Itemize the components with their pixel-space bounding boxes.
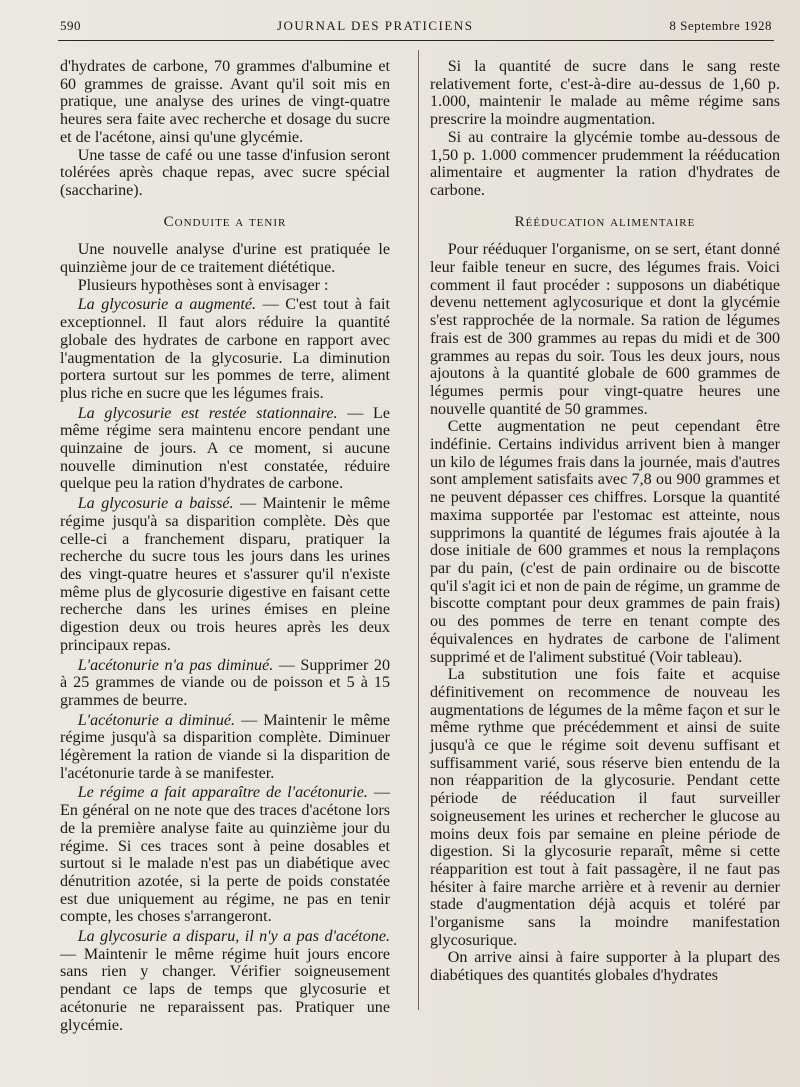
hypothesis-text: — Maintenir le même régime jusqu'à sa disparition complète. Dès que celle-ci a franchement disparu, pratiquer la recherche du sucre tous les jours dans les urines des vingt-quatre heures et s'assurer qu'il n'existe même plus de glycosurie digestive en faisant cette recherche dans les urines émises en pleine digestion deux ou trois heures après les deux principaux repas.	[60, 495, 390, 654]
hypothesis-title: L'acétonurie n'a pas diminué.	[77, 656, 274, 674]
hypothesis-title: La glycosurie a augmenté.	[77, 296, 257, 314]
hypothesis-paragraph	[60, 657, 390, 710]
issue-date: 8 Septembre 1928	[669, 18, 772, 33]
hypothesis-paragraph	[60, 928, 390, 1034]
journal-title: JOURNAL DES PRATICIENS	[276, 18, 474, 33]
paragraph: Pour rééduquer l'organisme, on se sert, étant donné leur faible teneur en sucre, des légumes frais. Voici comment il faut procéder : supposons un diabétique devenu nettement aglycosurique et dont la glycémie s'est rapprochée de la normale. Sa ration de légumes frais est de 300 grammes au repas du midi et de 300 grammes au repas du soir. Tous les deux jours, nous ajoutons à la quantité globale de 600 grammes de légumes permis pour vingt-quatre heures une nouvelle quantité de 50 grammes.	[430, 241, 780, 418]
paragraph: La substitution une fois faite et acquise définitivement on recommence de nouveau les augmentations de légumes de la même façon et sur le même rythme que précédemment et ainsi de suite jusqu'à ce que le régime soit devenu suffisant et suffisamment varié, sous réserve bien entendu de la non réapparition de la glycosurie. Pendant cette période de rééducation il faut surveiller soigneusement les urines et rechercher le glucose au moins deux fois par semaine en pleine période de digestion. Si la glycosurie reparaît, même si cette réapparition est tout à fait passagère, il ne faut pas hésiter à faire marche arrière et à revenir au dernier stade d'augmentation déjà acquis et toléré par l'organisme sans la moindre manifestation glycosurique.	[430, 666, 780, 949]
paragraph: Si au contraire la glycémie tombe au-dessous de 1,50 p. 1.000 commencer prudemment la rééducation alimentaire et augmenter la ration d'hydrates de carbone.	[430, 128, 780, 199]
paragraph: On arrive ainsi à faire supporter à la plupart des diabétiques des quantités globales d'hydrates	[430, 949, 780, 985]
hypothesis-text: — Le même régime sera maintenu encore pendant une quinzaine de jours. A ce moment, si aucune nouvelle diminution n'est constatée, réduire quelque peu la ration d'hydrates de carbone.	[60, 404, 390, 493]
hypothesis-paragraph	[60, 712, 390, 783]
section-heading: Rééducation alimentaire	[514, 213, 696, 230]
paragraph: Cette augmentation ne peut cependant être indéfinie. Certains individus arrivent bien à manger un kilo de légumes frais dans la journée, mais d'autres sont amplement satisfaits avec 7,8 ou 900 grammes et ne peuvent dépasser ces chiffres. Lorsque la quantité maxima supportée par l'estomac est atteinte, nous supprimons la quantité de légumes frais ajoutée à la dose initiale de 600 grammes et nous la remplaçons par du pain, (c'est de pain ordinaire ou de biscotte qu'il s'agit ici et non de pain de régime, un gramme de biscotte comptant pour deux grammes de pain frais) ou des pommes de terre en tenant compte des équivalences en hydrates de carbone de l'aliment supprimé et de l'aliment substitué (Voir tableau).	[430, 418, 780, 666]
hypothesis-text: — Maintenir le même régime huit jours encore sans rien y changer. Vérifier soigneusement pendant ce laps de temps que glycosurie et acétonurie ne reparaissent pas. Pratiquer une glycémie.	[60, 945, 390, 1034]
paragraph: Une nouvelle analyse d'urine est pratiquée le quinzième jour de ce traitement diététique.	[60, 241, 390, 277]
page-number: 590	[60, 18, 81, 33]
page-header	[60, 18, 772, 34]
paragraph: d'hydrates de carbone, 70 grammes d'albumine et 60 grammes de graisse. Avant qu'il soit mis en pratique, une analyse des urines de vingt-quatre heures sera faite avec recherche et dosage du sucre et de l'acétone, ainsi qu'une glycémie.	[60, 58, 390, 146]
paragraph: Plusieurs hypothèses sont à envisager :	[77, 276, 329, 294]
hypothesis-paragraph	[60, 405, 390, 494]
paragraph: Si la quantité de sucre dans le sang reste relativement forte, c'est-à-dire au-dessus de 1,60 p. 1.000, maintenir le malade au même régime sans prescrire la moindre augmentation.	[430, 58, 780, 129]
hypothesis-title: La glycosurie a disparu, il n'y a pas d'acétone.	[77, 928, 390, 946]
hypothesis-paragraph	[60, 296, 390, 402]
column-divider	[418, 50, 419, 1010]
header-rule	[58, 40, 774, 41]
hypothesis-title: La glycosurie est restée stationnaire.	[77, 404, 338, 422]
hypothesis-paragraph	[60, 784, 390, 926]
hypothesis-title: Le régime a fait apparaître de l'acétonurie.	[77, 784, 368, 802]
hypothesis-text: — Supprimer 20 à 25 grammes de viande ou de poisson et 5 à 15 grammes de beurre.	[60, 656, 390, 709]
hypothesis-title: L'acétonurie a diminué.	[77, 711, 236, 729]
left-column	[60, 58, 390, 1034]
hypothesis-text: — C'est tout à fait exceptionnel. Il faut alors réduire la quantité globale des hydrates de carbone en rapport avec l'augmentation de la glycosurie. La diminution portera surtout sur les pommes de terre, aliment plus riche en sucre que les légumes frais.	[60, 296, 390, 402]
section-heading: Conduite a tenir	[163, 213, 287, 230]
hypothesis-title: La glycosurie a baissé.	[77, 495, 234, 513]
right-column	[430, 58, 780, 985]
hypothesis-paragraph	[60, 495, 390, 654]
hypothesis-text: — Maintenir le même régime jusqu'à sa disparition complète. Diminuer légèrement la ration de viande si la disparition de l'acétonurie tarde à se manifester.	[60, 711, 390, 782]
hypothesis-text: — En général on ne note que des traces d'acétone lors de la première analyse faite au quinzième jour du régime. Si ces traces sont à peine dosables et surtout si le malade n'est pas un diabétique avec dénutrition azotée, si la perte de poids constatée est due uniquement au régime, ne pas en tenir compte, les choses s'arrangeront.	[60, 784, 390, 926]
paragraph: Une tasse de café ou une tasse d'infusion seront tolérées après chaque repas, avec sucre spécial (saccharine).	[60, 146, 390, 199]
